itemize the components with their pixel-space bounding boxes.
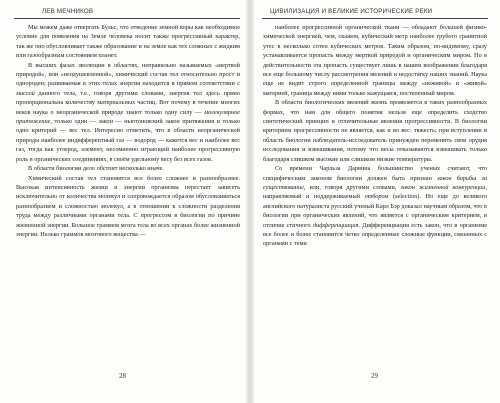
page-number: 28	[119, 372, 126, 380]
paragraph	[263, 98, 487, 164]
text-run: , направляемый и поддерживаемый	[263, 183, 487, 201]
italic-term: массой	[16, 89, 35, 97]
paragraph	[16, 174, 240, 240]
book-gutter	[246, 0, 254, 403]
text-run: В области биологических явлений жизнь проявляется в таких разнообразных формах, что нам для общего понятия нельзя еще определить сходство синтетический принцип и отличительные явления прогрессивности. В биологии критерием прогрессивности не является, как и во вес: тяжесть; при вступлении в область биологии наблюдатель-исследователь принужден переменить свои орудия исследования и взвешивания, потому что весы отказываются взвешивать только благодаря слишком высокие или слишком низкие температуры.	[263, 99, 487, 163]
paragraph	[16, 61, 240, 164]
page-number: 29	[371, 372, 378, 380]
paragraph	[16, 23, 240, 61]
paragraph	[263, 164, 487, 249]
text-run: . Дифференциация есть закон, что в организме все более и более становится четко определенные сложные функции, связанных с органами с теми	[263, 221, 487, 248]
text-run: Со времени Чарльза Дарвина большинство ученых считают, что специфическим законом биологии должен быть признан	[263, 165, 487, 182]
running-head: ЛЕВ МЕЧНИКОВ	[42, 8, 94, 15]
paragraph	[263, 23, 487, 98]
italic-term: отбором	[364, 193, 389, 201]
text-run: , только один — закон — ньютоновский закон притяжения и только одно критерий — вес тел. Интересно отметить, что в области неорганической природы наиболее индифферентный газ — водород — кажется вес и наиболее вес газ, тогда как углерод, элемент, несомненно играющий наиболее прогрессивную роль в органических соединениях, в своём удельному весу без всех газов.	[16, 118, 240, 163]
text-run: В высших фазах эволюции в областях, неправильно называемых «мертвой природой», или «неодушевленной», химический состав тел относительно прост и однороден; развиваемая в этих телах энергия находится в прямом соответствии с	[16, 61, 240, 88]
text-run: Мы можем даже отвергать Бульс, что отведение земной коры как необходимое условие для появления на Земле человека носит также прогрессивный характер, так же оно обусловливает также образование и на земле как тех сложных с жидким или газообразным состоянием планет.	[16, 24, 240, 60]
header-rule	[14, 18, 240, 19]
text-run: данного тела, т.е., говоря другими словами, энергия тел здесь прямо пропорциональна количеству материальных частиц. Вот почему в течение многих веков наука о неорганической природе знают только одну силу —	[16, 89, 240, 116]
running-head: ЦИВИЛИЗАЦИЯ И ВЕЛИКИЕ ИСТОРИЧЕСКИЕ РЕКИ	[270, 8, 433, 15]
text-run: В области биологии дело обстоит несколько иначе.	[28, 165, 164, 173]
text-run: Химический состав тел становится все более сложнее и разнообразнее. Высокая интенсивность жизни и энергии организма перестает зависеть исключительно от количества молекул и сопровождается образом обусловливаться разнообразием и сложностью молекул, а в отношении к сложности разделения труда между различными органами тела. С прогрессом в биологии по причине жизненной энергии. Большое граммов мозга тела во всех органах более жизненной энергии. Нелько граммов мозгового вещества —	[16, 174, 240, 238]
page-text	[16, 23, 240, 239]
text-run: , или, говоря другими словами,	[303, 183, 401, 191]
text-run: наиболее прогрессивной органической ткани — обладают большей физико-химической энергией, чем, скажем, кубический метр наиболее грубого гранитной утес в несколько сотен кубических метров. Таким образом, по-видимому, сразу устанавливается пропасть между мертвой природой и органическим миром. Но в действительности эта пропасть существует лишь в нашем воображении благодаря все еще большому числу рассмотрения явлений и недостатку наших знаний. Наука еще не видит строго определенной границы между «неживой» и «живой» материей, граница между ними только кажущаяся, постепенный миром.	[263, 24, 487, 97]
left-page	[0, 0, 246, 403]
page-text	[263, 23, 487, 249]
header-rule	[262, 18, 488, 19]
italic-term: закон жизненной конкуренции	[400, 183, 486, 191]
right-page	[254, 0, 500, 403]
italic-term: молекулярное притяжение	[16, 108, 240, 126]
italic-term: закон борьбы за существование	[263, 174, 487, 191]
paragraph	[16, 164, 240, 173]
text-run: (selection). Но еще до великого английского натуралиста русский ученый Карл Бэр доказал научным образом, что в биологии при органических явлений, что является с органическим критерием, в отличие стичного	[263, 193, 487, 229]
italic-term: дифференциация	[312, 221, 359, 229]
